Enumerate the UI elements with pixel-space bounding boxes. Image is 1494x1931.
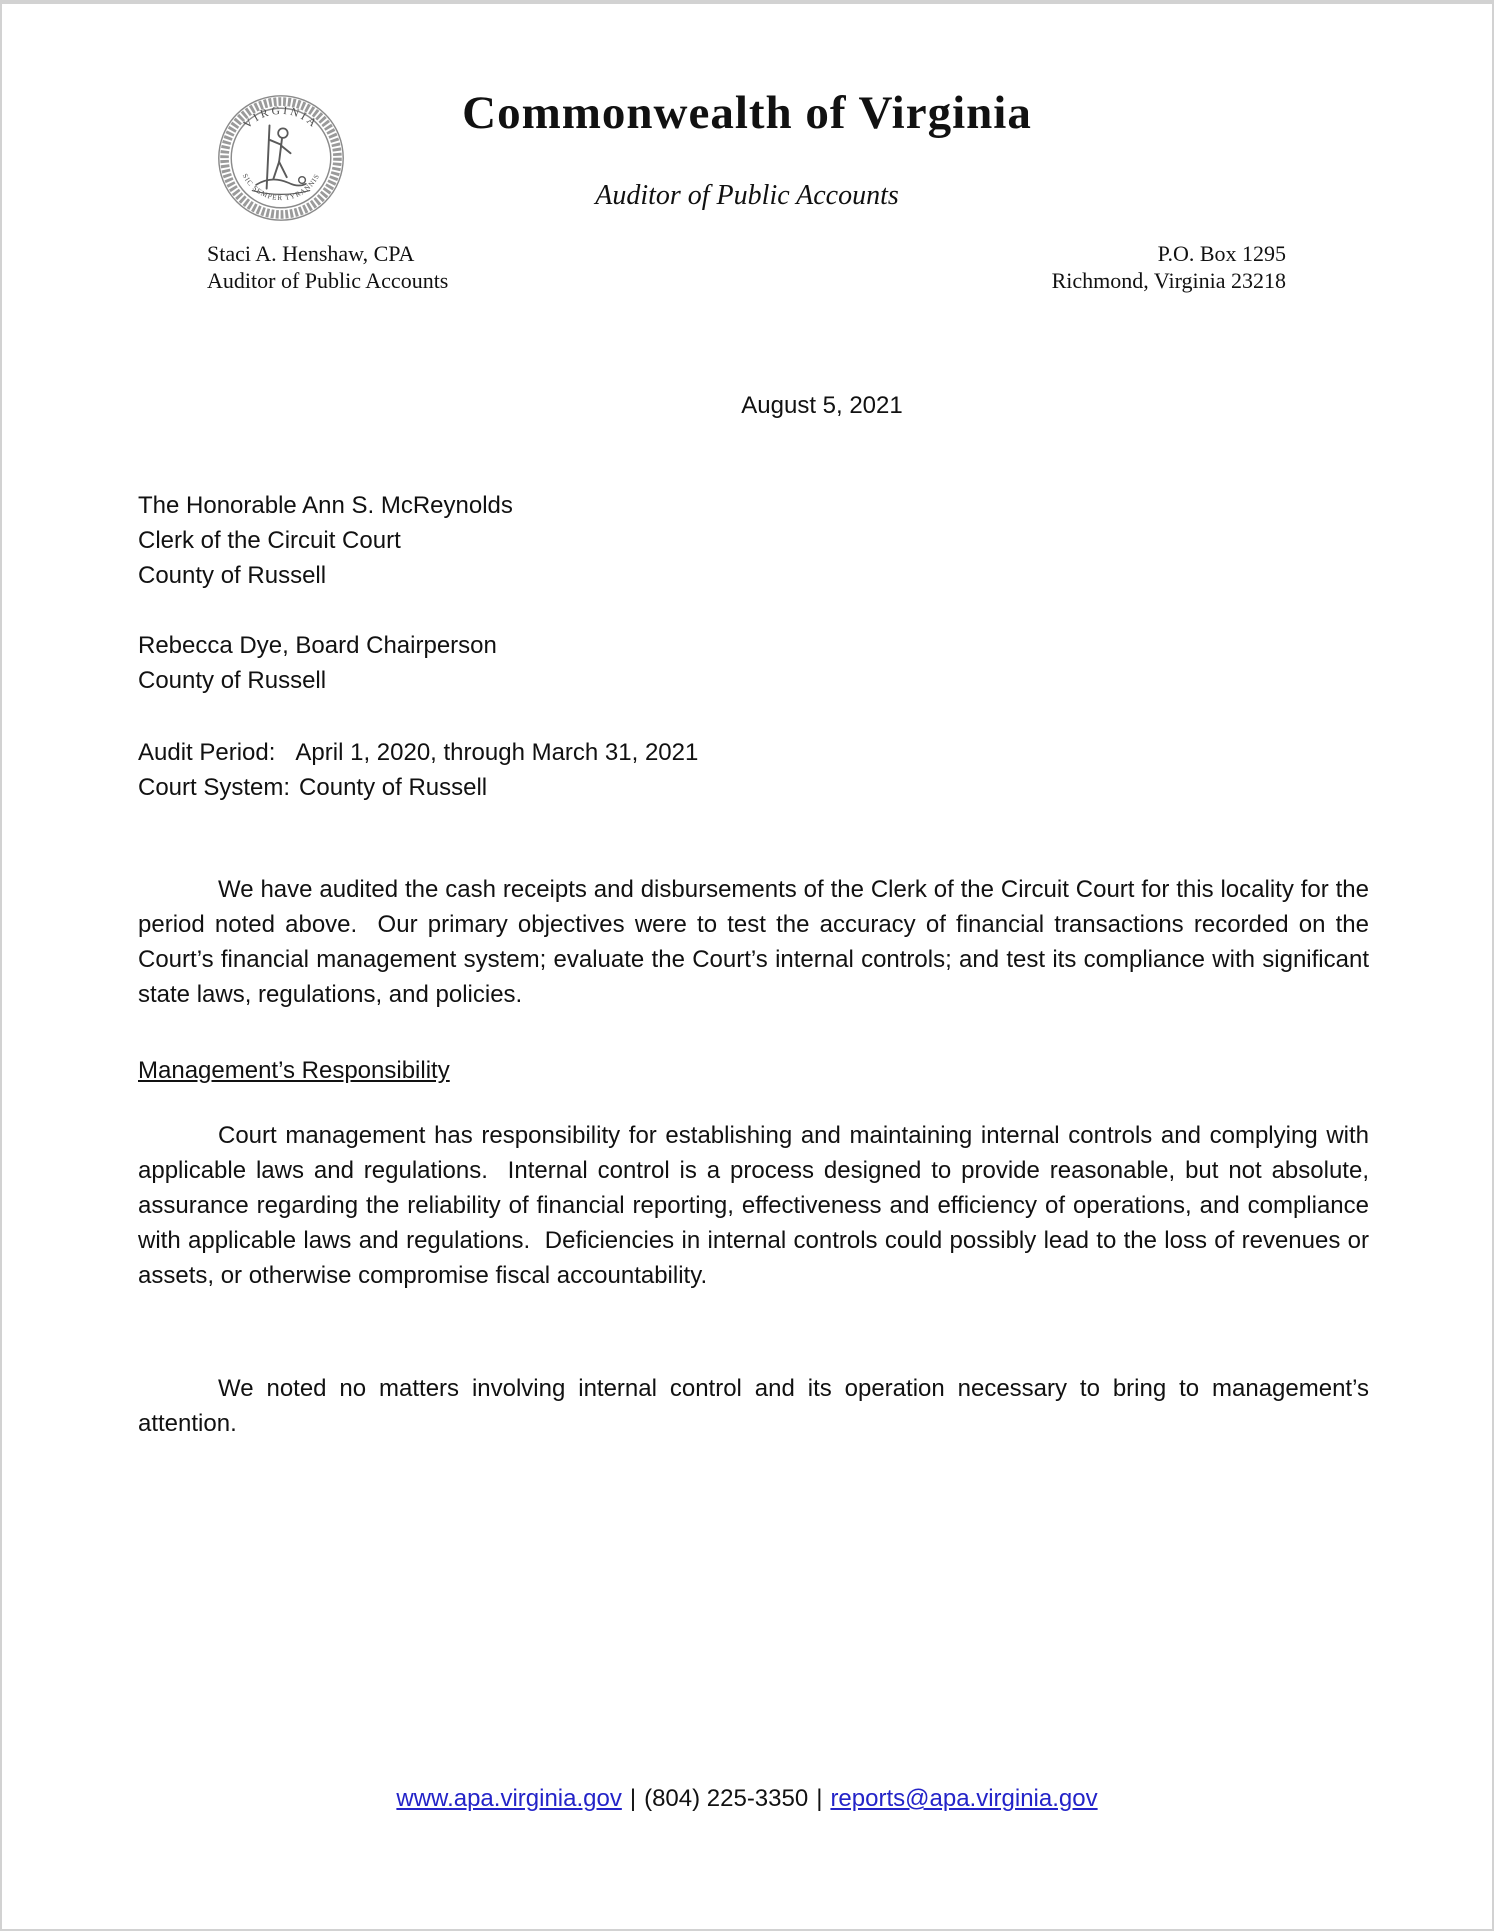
body-paragraph-2: Court management has responsibility for establishing and maintaining internal controls and complying with applicable laws and regulations. Internal control is a process designed to provide reasonable, but not absolute, assurance regarding the reliability of financial reporting, effectiveness and efficiency of operations, and compliance with applicable laws and regulations. Deficiencies in internal controls could possibly lead to the loss of revenues or assets, or otherwise compromise fiscal accountability. bbox=[138, 1122, 1369, 1289]
address-line-1: P.O. Box 1295 bbox=[1157, 241, 1286, 266]
phone-number: (804) 225-3350 bbox=[644, 1785, 809, 1812]
official-title: Auditor of Public Accounts bbox=[207, 268, 449, 293]
official-block bbox=[207, 240, 448, 294]
footer-separator-2: | bbox=[816, 1785, 823, 1812]
section-heading: Management’s Responsibility bbox=[138, 1057, 450, 1084]
body-paragraph-3: We noted no matters involving internal control and its operation necessary to bring to management’s attention. bbox=[138, 1375, 1369, 1437]
office-address-block bbox=[1052, 240, 1286, 294]
recipient-name: The Honorable Ann S. McReynolds bbox=[138, 492, 513, 519]
website-link[interactable]: www.apa.virginia.gov bbox=[396, 1785, 622, 1812]
seal-bottom-text: SIC SEMPER TYRANNIS bbox=[240, 172, 322, 203]
court-system-line bbox=[138, 770, 698, 805]
recipient-block-2 bbox=[138, 628, 497, 698]
court-system-value: County of Russell bbox=[299, 774, 488, 801]
address-line-2: Richmond, Virginia 23218 bbox=[1051, 268, 1286, 293]
org-subtitle: Auditor of Public Accounts bbox=[595, 180, 899, 211]
body-paragraph-1: We have audited the cash receipts and disbursements of the Clerk of the Circuit Court for this locality for the period noted above. Our primary objectives were to test the accuracy of financial transactions recorded on the Court’s financial management system; evaluate the Court’s internal controls; and test its compliance with significant state laws, regulations, and policies. bbox=[138, 876, 1369, 1008]
audit-period-value: April 1, 2020, through March 31, 2021 bbox=[295, 739, 699, 766]
email-link[interactable]: reports@apa.virginia.gov bbox=[830, 1785, 1098, 1812]
recipient-locality: County of Russell bbox=[138, 562, 327, 589]
footer-separator-1: | bbox=[629, 1785, 637, 1812]
court-system-label: Court System: bbox=[138, 774, 291, 801]
footer-contact-line bbox=[2, 1785, 1492, 1813]
recipient-locality: County of Russell bbox=[138, 667, 327, 694]
audit-period-label: Audit Period: bbox=[138, 739, 276, 766]
recipient-block-1 bbox=[138, 488, 513, 593]
official-name: Staci A. Henshaw, CPA bbox=[207, 241, 415, 266]
audit-period-line bbox=[138, 735, 698, 770]
org-title: Commonwealth of Virginia bbox=[462, 87, 1032, 139]
recipient-name: Rebecca Dye, Board Chairperson bbox=[138, 632, 497, 659]
recipient-title: Clerk of the Circuit Court bbox=[138, 527, 401, 554]
letter-date: August 5, 2021 bbox=[741, 392, 903, 419]
audit-info-block bbox=[138, 735, 698, 805]
seal-top-text: VIRGINIA bbox=[241, 104, 321, 132]
